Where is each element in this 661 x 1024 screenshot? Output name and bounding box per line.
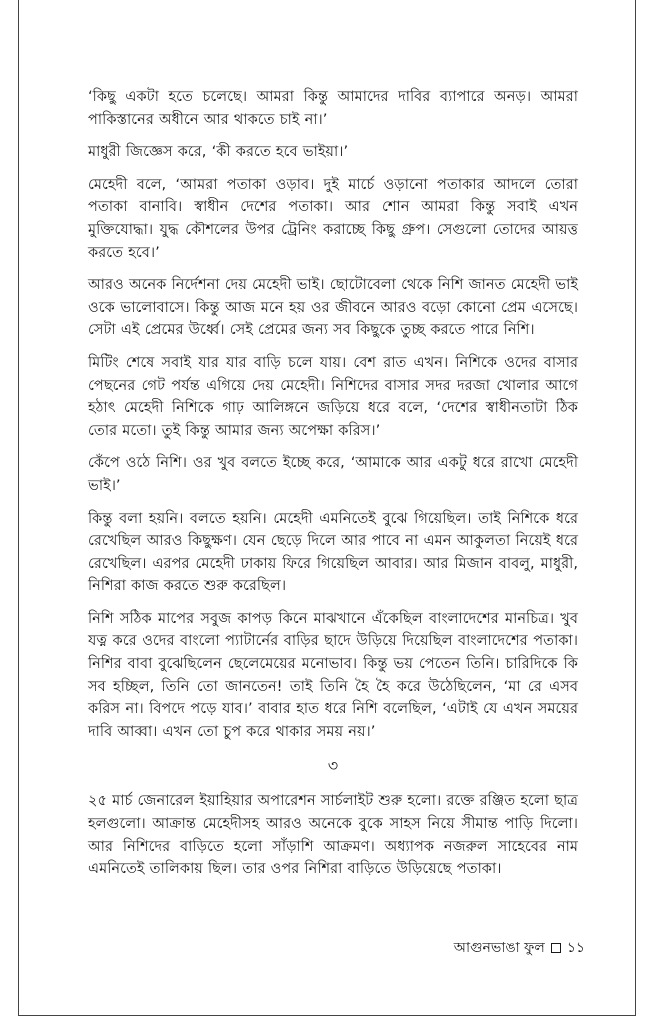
paragraph: মেহেদী বলে, ‘আমরা পতাকা ওড়াব। দুই মার্চে ওড়ানো পতাকার আদলে তোরা পতাকা বানাবি। স্বাধীন দেশের পতাকা। আর শোন আমরা কিন্তু সবাই এখন মুক্তিযোদ্ধা। যুদ্ধ কৌশলের উপর ট্রেনিং করাচ্ছে কিছু গ্রুপ। সেগুলো তোদের আয়ত্ত করতে হবে।’ [88,175,578,261]
paragraph: আরও অনেক নির্দেশনা দেয় মেহেদী ভাই। ছোটোবেলা থেকে নিশি জানত মেহেদী ভাই ওকে ভালোবাসে। কিন্তু আজ মনে হয় ওর জীবনে আরও বড়ো কোনো প্রেম এসেছে। সেটা এই প্রেমের উর্ধ্বে। সেই প্রেমের জন্য সব কিছুকে তুচ্ছ করতে পারে নিশি। [88,276,578,339]
page-footer [454,936,585,960]
paragraph: ২৫ মার্চ জেনারেল ইয়াহিয়ার অপারেশন সার্চলাইট শুরু হলো। রক্তে রঞ্জিত হলো ছাত্র হলগুলো। আক্রান্ত মেহেদীসহ আরও অনেকে বুকে সাহস নিয়ে সীমান্ত পাড়ি দিলো। আর নিশিদের বাড়িতে হলো সাঁড়াশি আক্রমণ। অধ্যাপক নজরুল সাহেবের নাম এমনিতেই তালিকায় ছিল। তার ওপর নিশিরা বাড়িতে উড়িয়েছে পতাকা। [88,792,578,878]
paragraph: মাধুরী জিজ্ঞেস করে, ‘কী করতে হবে ভাইয়া।’ [88,143,349,161]
paragraph: নিশি সঠিক মাপের সবুজ কাপড় কিনে মাঝখানে এঁকেছিল বাংলাদেশের মানচিত্র। খুব যত্ন করে ওদের বাংলো প্যাটার্নের বাড়ির ছাদে উড়িয়ে দিয়েছিল বাংলাদেশের পতাকা। নিশির বাবা বুঝেছিলেন ছেলেমেয়ের মনোভাব। কিন্তু ভয় পেতেন তিনি। চারিদিকে কি সব হচ্ছিল, তিনি তো জানতেন! তাই তিনি হৈ হৈ করে উঠেছিলেন, ‘মা রে এসব করিস না। বিপদে পড়ে যাব।’ বাবার হাত ধরে নিশি বলেছিল, ‘এটাই যে এখন সময়ের দাবি আব্বা। এখন তো চুপ করে থাকার সময় নয়।’ [88,609,578,740]
book-title: আগুনভাঙা ফুল [453,940,545,956]
section-number: ৩ [327,756,339,776]
paragraph: মিটিং শেষে সবাই যার যার বাড়ি চলে যায়। বেশ রাত এখন। নিশিকে ওদের বাসার পেছনের গেট পর্যন্ত এগিয়ে দেয় মেহেদী। নিশিদের বাসার সদর দরজা খোলার আগে হঠাৎ মেহেদী নিশিকে গাঢ় আলিঙ্গনে জড়িয়ে ধরে বলে, ‘দেশের স্বাধীনতাটা ঠিক তোর মতো। তুই কিন্তু আমার জন্য অপেক্ষা করিস।’ [88,353,578,439]
page-body [88,86,578,891]
square-separator-icon [551,943,561,953]
paragraph: ‘কিছু একটা হতে চলেছে। আমরা কিন্তু আমাদের দাবির ব্যাপারে অনড়। আমরা পাকিস্তানের অধীনে আর থাকতে চাই না।’ [88,88,578,128]
paragraph: কেঁপে ওঠে নিশি। ওর খুব বলতে ইচ্ছে করে, ‘আমাকে আর একটু ধরে রাখো মেহেদী ভাই।’ [88,454,578,494]
page-number: ১১ [566,940,585,956]
paragraph: কিন্তু বলা হয়নি। বলতে হয়নি। মেহেদী এমনিতেই বুঝে গিয়েছিল। তাই নিশিকে ধরে রেখেছিল আরও কিছুক্ষণ। যেন ছেড়ে দিলে আর পাবে না এমন আকুলতা নিয়েই ধরে রেখেছিল। এরপর মেহেদী ঢাকায় ফিরে গিয়েছিল আবার। আর মিজান বাবলু, মাধুরী, নিশিরা কাজ করতে শুরু করেছিল। [88,509,578,595]
